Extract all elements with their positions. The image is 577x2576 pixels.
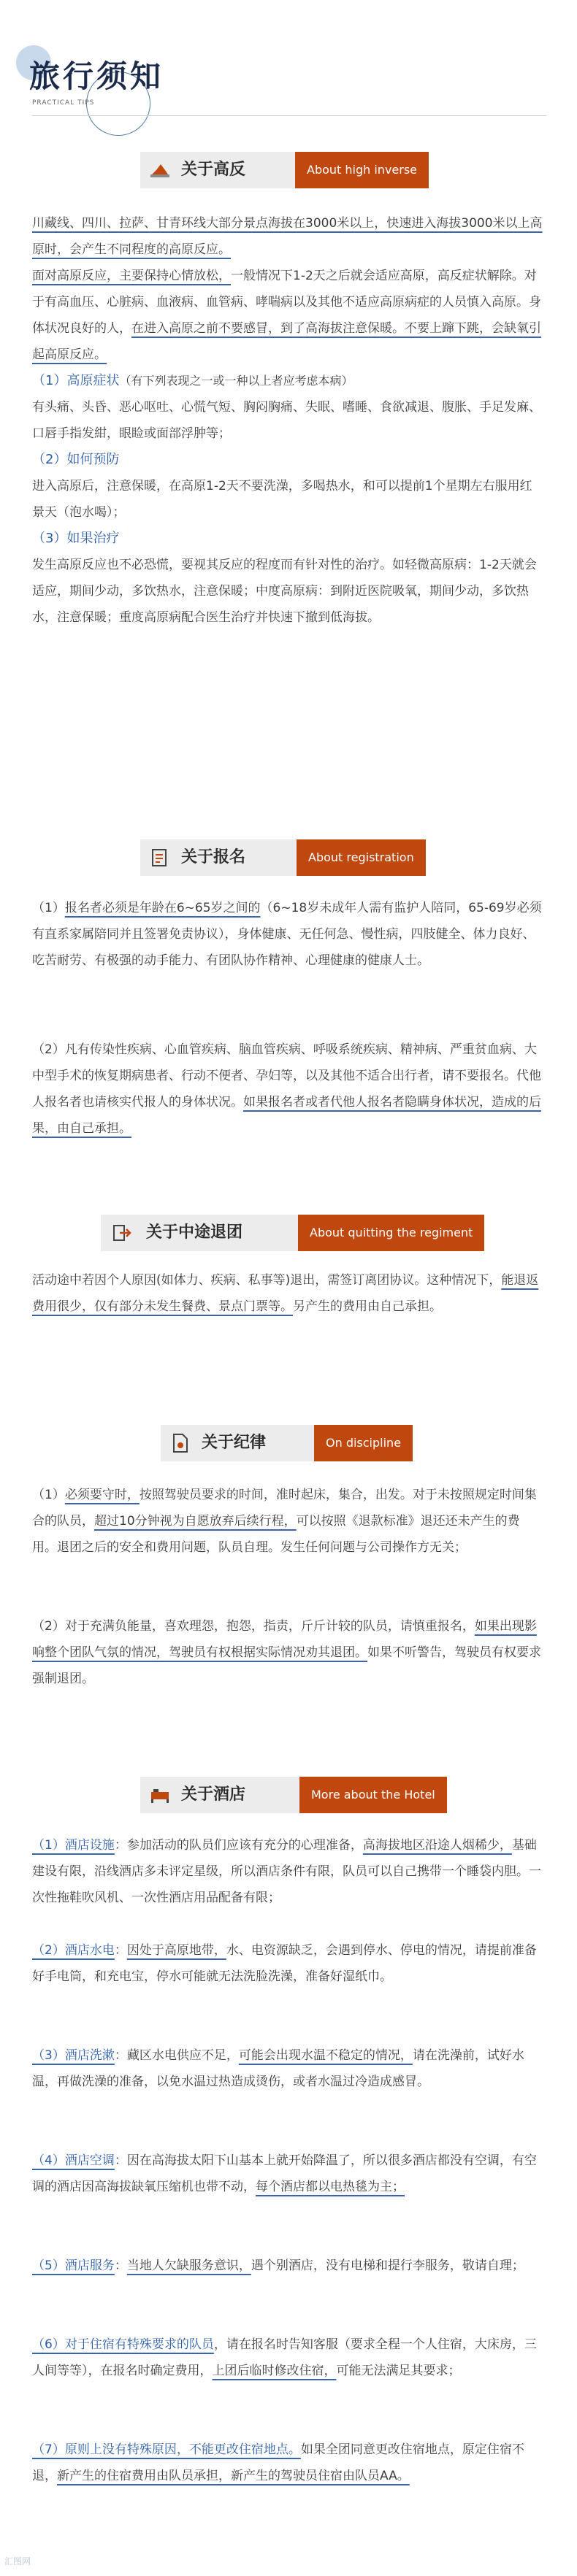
body-text: ： — [114, 1943, 127, 1958]
emphasis-text: 如果出现影响整个团队气氛的情况，驾驶员有权根据实际情况劝其退团。 — [32, 1619, 537, 1660]
section-head-discipline — [0, 1425, 577, 1469]
page-subtitle: PRACTICAL TIPS — [32, 99, 95, 107]
hotel-item-3 — [32, 2042, 543, 2095]
emphasis-text: 因处于高原地带， — [126, 1943, 226, 1958]
page-header — [0, 0, 577, 146]
altitude-subheading-3: （3）如果治疗 — [32, 531, 120, 546]
emphasis-text: 能退返费用很少，仅有部分未发生餐费、景点门票等。 — [32, 1273, 539, 1314]
body-text: 按照驾驶员要求的时间，准时起床，集合，出发。对于未按照规定时间集合的队员， — [32, 1488, 537, 1529]
body-text: 进入高原后，注意保暖，在高原1-2天不要洗澡，多喝热水，和可以提前1个星期左右服用红景天（泡水喝）； — [32, 479, 532, 520]
emphasis-text: 必须要守时， — [64, 1488, 140, 1502]
body-text: 活动途中若因个人原因(如体力、疾病、私事等)退出，需签订离团协议。这种情况下， — [32, 1273, 502, 1288]
section-head-quit — [0, 1215, 577, 1258]
body-text: ：藏区水电供应不足， — [114, 2048, 239, 2063]
section-tag: On discipline — [314, 1425, 413, 1461]
hotel-item-1 — [32, 1832, 543, 1911]
watermark: 汇图网 — [4, 2556, 31, 2567]
hotel-item-2 — [32, 1937, 543, 1990]
item-number: （1） — [32, 901, 65, 915]
section-head-hotel — [0, 1777, 577, 1820]
body-text: ：因在高海拔太阳下山基本上就开始降温了，所以很多酒店都没有空调，有空调的酒店因高海拔缺氧压缩机也带不动， — [32, 2153, 537, 2194]
body-text: 如果全团同意更改住宿地点，原定住宿不退， — [32, 2442, 524, 2483]
altitude-subheading-1 — [32, 368, 353, 394]
emphasis-text: 报名者必须是年龄在6~65岁之间的 — [64, 901, 261, 915]
altitude-symptoms — [32, 394, 543, 447]
body-text: （6~18岁未成年人需有监护人陪同，65-69岁必须有直系家属陪同并且签署免责协议），身体健康、无任何急、慢性病，四肢健全、体力良好、吃苦耐劳、有极强的动手能力、有团队协作精神、心理健康的健康人士。 — [32, 901, 542, 968]
section-head-registration — [0, 839, 577, 883]
hotel-item-6 — [32, 2331, 543, 2384]
emphasis-text: 如果报名者或者代他人报名者隐瞒身体状况，造成的后果，由自己承担。 — [32, 1095, 541, 1136]
section-title: 关于报名 — [181, 848, 246, 866]
altitude-treatment — [32, 552, 543, 631]
subheading-text: （1）高原症状 — [32, 373, 120, 388]
exit-icon — [111, 1223, 133, 1243]
hotel-item-5 — [32, 2253, 543, 2279]
item-heading: （2）酒店水电 — [32, 1943, 115, 1958]
section-tag: About quitting the regiment — [298, 1215, 484, 1251]
altitude-intro: 川藏线、四川、拉萨、甘青环线大部分景点海拔在3000米以上，快速进入海拔3000米以上高原时，会产生不同程度的高原反应。 — [32, 216, 543, 257]
altitude-paragraph-1 — [32, 210, 543, 263]
body-text: 发生高原反应也不必恐慌，要视其反应的程度而有针对性的治疗。如轻微高原病：1-2天就会适应，期间少动，多饮热水，注意保暖；中度高原病：到附近医院吸氧，期间少动，多饮热水，注意保暖；重度高原病配合医生治疗并快速下撤到低海拔。 — [32, 558, 537, 625]
emphasis-text: 高海拔地区沿途人烟稀少， — [362, 1838, 512, 1853]
page-title: 旅行须知 — [29, 58, 164, 94]
hat-icon — [149, 160, 171, 180]
body-text: （2）对于充满负能量，喜欢理怨，抱怨，指责，斤斤计较的队员，请慎重报名， — [32, 1619, 475, 1634]
emphasis-text: 在进入高原之前不要感冒，到了高海拔注意保暖。不要上蹿下跳，会缺氧引起高原反应。 — [32, 321, 541, 362]
emphasis-text: 新产生的住宿费用由队员承担，新产生的驾驶员住宿由队员AA。 — [57, 2469, 410, 2483]
registration-item-1 — [32, 895, 543, 974]
bed-icon — [149, 1785, 171, 1805]
emphasis-text: 上团后临时修改住宿， — [212, 2364, 337, 2378]
emphasis-text: 面对高原反应，主要保持心情放松， — [32, 269, 231, 283]
header-divider — [32, 115, 546, 116]
section-title: 关于高反 — [181, 161, 246, 179]
section-title: 关于纪律 — [202, 1434, 267, 1452]
body-text: ： — [114, 2258, 127, 2273]
emphasis-text: 可能会出现水温不稳定的情况， — [238, 2048, 413, 2063]
clipboard-icon — [149, 847, 171, 868]
body-text: 有头痛、头昏、恶心呕吐、心慌气短、胸闷胸痛、失眠、嗜睡、食欲减退、腹胀、手足发麻、口唇手指发紺，眼睑或面部浮肿等； — [32, 400, 541, 441]
file-icon — [169, 1433, 191, 1453]
item-heading: （6）对于住宿有特殊要求的队员 — [32, 2337, 214, 2352]
altitude-paragraph-2 — [32, 263, 543, 368]
section-head-altitude — [0, 152, 577, 196]
body-text: （2）凡有传染性疾病、心血管疾病、脑血管疾病、呼吸系统疾病、精神病、严重贫血病、大中型手术的恢复期病患者、行动不便者、孕妇等，以及其他不适合出行者，请不要报名。代他人报名者也请核实代报人的身体状况。 — [32, 1042, 541, 1110]
altitude-subheading-2: （2）如何预防 — [32, 452, 120, 467]
body-text: 基础建设有限，沿线酒店多未评定星级，所以酒店条件有限，队员可以自己携带一个睡袋内胆。一次性拖鞋吹风机、一次性酒店用品配备有限； — [32, 1838, 541, 1905]
section-tag: About high inverse — [295, 152, 429, 188]
body-text: 一般情况下1-2天之后就会适应高原，高反症状解除。对于有高血压、心脏病、血液病、血管病、哮喘病以及其他不适应高原病症的人员慎入高原。身体状况良好的人， — [32, 269, 541, 336]
quit-paragraph — [32, 1267, 543, 1320]
section-tag: About registration — [297, 839, 426, 876]
item-heading: （3）酒店洗漱 — [32, 2048, 115, 2063]
item-heading: （7）原则上没有特殊原因，不能更改住宿地点。 — [32, 2442, 301, 2457]
item-heading: （1）酒店设施 — [32, 1838, 115, 1853]
section-title: 关于酒店 — [181, 1785, 246, 1804]
body-text: 可能无法满足其要求； — [336, 2364, 461, 2378]
body-text: 另产生的费用由自己承担。 — [293, 1299, 442, 1314]
body-text: 可以按照《退款标准》退还还未产生的费用。退团之后的安全和费用问题，队员自理。发生任何问题与公司操作方无关； — [32, 1514, 520, 1555]
body-text: 水、电资源缺乏，会遇到停水、停电的情况，请提前准备好手电筒，和充电宝，停水可能就无法洗脸洗澡，准备好湿纸巾。 — [32, 1943, 537, 1984]
item-heading: （5）酒店服务 — [32, 2258, 115, 2273]
emphasis-text: 超过10分钟视为自愿放弃后续行程， — [94, 1514, 297, 1529]
body-text: 请在洗澡前，试好水温，再做洗澡的准备，以免水温过热造成烫伤，或者水温过冷造成感冒。 — [32, 2048, 524, 2089]
discipline-item-2 — [32, 1613, 543, 1692]
hotel-item-7 — [32, 2437, 543, 2489]
item-heading: （4）酒店空调 — [32, 2153, 115, 2168]
emphasis-text: 每个酒店都以电热毯为主； — [256, 2180, 405, 2194]
discipline-item-1 — [32, 1482, 543, 1561]
body-text: ，请在报名时告知客服（要求全程一个人住宿，大床房，三人间等等），在报名时确定费用， — [32, 2337, 537, 2378]
subheading-note: （有下列表现之一或一种以上者应考虑本病） — [119, 374, 354, 388]
body-text: 遇个别酒店，没有电梯和提行李服务，敬请自理； — [251, 2258, 524, 2273]
body-text: ：参加活动的队员们应该有充分的心理准备， — [114, 1838, 363, 1853]
item-number: （1） — [32, 1488, 65, 1502]
section-tag: More about the Hotel — [299, 1777, 447, 1813]
body-text: 如果不听警告，驾驶员有权要求强制退团。 — [32, 1645, 541, 1686]
registration-item-2 — [32, 1037, 543, 1142]
hotel-item-4 — [32, 2148, 543, 2200]
emphasis-text: 当地人欠缺服务意识， — [126, 2258, 251, 2273]
section-title: 关于中途退团 — [146, 1223, 243, 1242]
altitude-prevention — [32, 473, 543, 526]
